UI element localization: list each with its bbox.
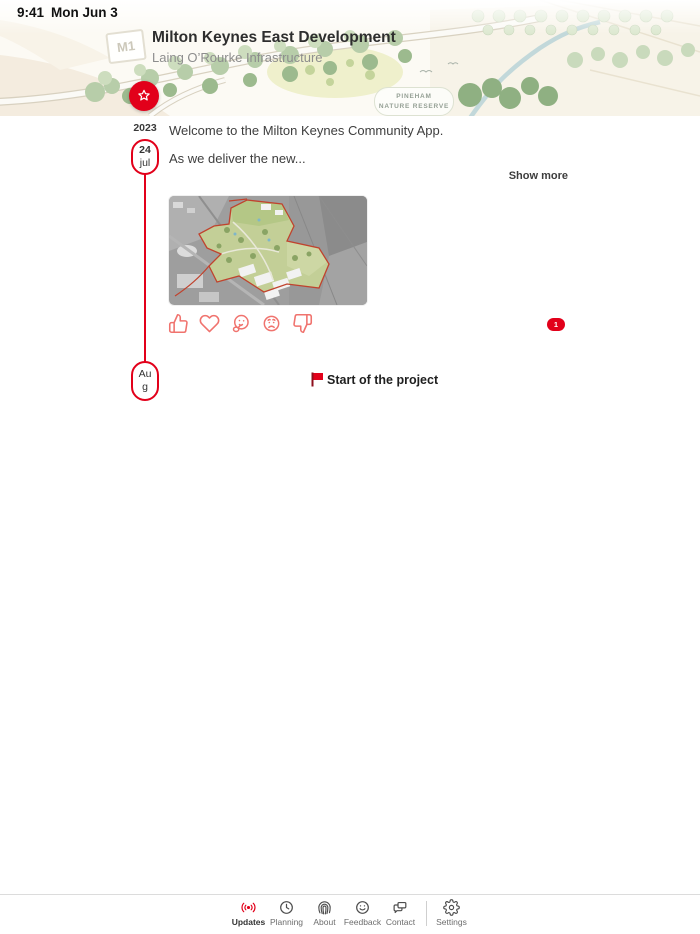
timeline-day: 24: [139, 144, 151, 157]
page-title: Milton Keynes East Development: [152, 29, 396, 46]
nav-divider: [426, 901, 427, 926]
nav-label: Settings: [436, 917, 467, 927]
milestone-label: Start of the project: [327, 373, 439, 387]
fingerprint-icon: [316, 899, 333, 916]
status-date: Mon Jun 3: [51, 5, 118, 20]
chat-bubbles-icon: [392, 899, 409, 916]
post-image-masterplan[interactable]: [169, 196, 367, 305]
page-subtitle: Laing O’Rourke Infrastructure: [152, 50, 323, 65]
thumbs-down-icon[interactable]: [292, 313, 313, 334]
star-icon: [136, 88, 152, 104]
nature-reserve-label: [374, 87, 454, 116]
post-text-line2: As we deliver the new...: [169, 151, 306, 166]
nav-item-feedback[interactable]: [344, 899, 382, 927]
nav-label: Contact: [385, 917, 416, 927]
timeline-marker-24-jul: [131, 139, 159, 175]
nav-item-planning[interactable]: [268, 899, 306, 927]
smiley-icon: [354, 899, 371, 916]
clock-icon: [278, 899, 295, 916]
nav-item-contact[interactable]: [382, 899, 420, 927]
show-more-button[interactable]: Show more: [508, 170, 568, 182]
thinking-face-icon[interactable]: [230, 313, 251, 334]
nature-reserve-line1: PINEHAM: [396, 93, 432, 101]
status-time: 9:41: [17, 5, 45, 20]
worried-face-icon[interactable]: [261, 313, 282, 334]
reaction-count-badge[interactable]: 1: [547, 318, 565, 331]
bottom-navbar: [0, 894, 700, 934]
timeline-month: Aug: [138, 368, 152, 393]
timeline-connector-line: [144, 172, 146, 364]
timeline-marker-aug: [131, 361, 159, 401]
nav-label: Feedback: [343, 917, 382, 927]
timeline-year: 2023: [133, 122, 157, 134]
nature-reserve-line2: NATURE RESERVE: [378, 102, 450, 110]
m1-sign-label: M1: [116, 37, 136, 56]
thumbs-up-icon[interactable]: [168, 313, 189, 334]
heart-icon[interactable]: [199, 313, 220, 334]
reaction-bar: [168, 313, 313, 334]
m1-motorway-sign: [105, 29, 146, 64]
nav-item-about[interactable]: [306, 899, 344, 927]
post-text-line1: Welcome to the Milton Keynes Community App.: [169, 123, 444, 138]
broadcast-icon: [240, 899, 257, 916]
nav-label: Planning: [269, 917, 304, 927]
star-button[interactable]: [129, 81, 159, 111]
nav-label: About: [313, 917, 336, 927]
nav-label: Updates: [231, 917, 266, 927]
gear-icon: [443, 899, 460, 916]
flag-icon: [310, 372, 324, 387]
nav-item-settings[interactable]: [433, 899, 471, 927]
timeline-month: jul: [139, 157, 151, 169]
status-bar: [17, 5, 118, 20]
nav-item-updates[interactable]: [230, 899, 268, 927]
